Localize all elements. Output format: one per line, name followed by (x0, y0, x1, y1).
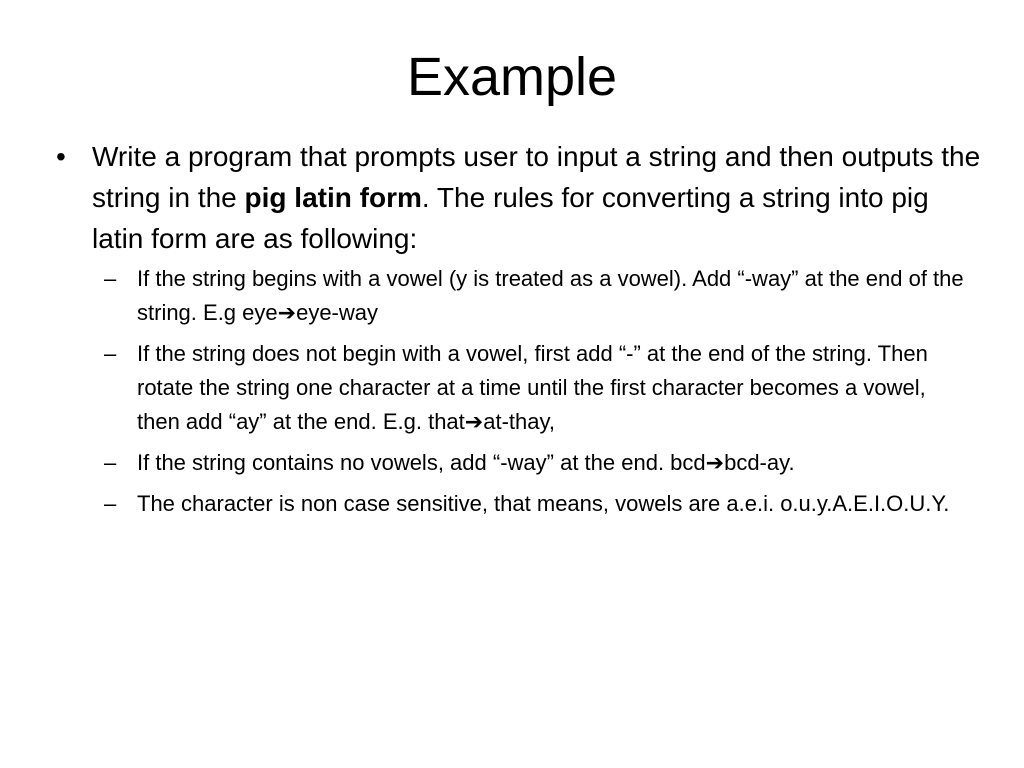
rule-text: If the string contains no vowels, add “-way” at the end. bcd (137, 450, 706, 475)
dash-marker: – (104, 266, 117, 291)
rule-text: If the string does not begin with a vowel, first add “-” at the end of the string. Then rotate the string one character at a time until the first character becomes a vowel, then add “ay” at the end. E.g. that (137, 341, 928, 434)
main-bullet-text-after: . The rules for converting a string into pig latin form are as following: (92, 182, 929, 254)
rule-text: The character is non case sensitive, that means, vowels are a.e.i. o.u.y.A.E.I.O.U.Y. (137, 491, 950, 516)
main-bullet-text (56, 136, 986, 259)
dash-marker: – (104, 341, 117, 366)
slide-title: Example (406, 47, 618, 107)
rule-item-vowel-start (104, 262, 964, 330)
main-bullet (56, 136, 986, 259)
dash-marker: – (104, 450, 117, 475)
dash-marker: – (104, 491, 117, 516)
main-bullet-bold-term: pig latin form (244, 182, 422, 213)
right-arrow-icon: ➔ (277, 300, 297, 325)
rule-example-result: eye-way (296, 300, 378, 325)
right-arrow-icon: ➔ (705, 450, 725, 475)
rule-item-case-insensitive (104, 487, 964, 521)
rule-item-no-vowels (104, 446, 964, 480)
right-arrow-icon: ➔ (464, 409, 484, 434)
main-bullet-text-before: Write a program that prompts user to input a string and then outputs the string in the (92, 141, 981, 213)
rule-example-result: bcd-ay. (724, 450, 795, 475)
bullet-marker: • (56, 141, 66, 172)
rule-example-result: at-thay, (483, 409, 555, 434)
rules-sublist (104, 262, 964, 528)
rule-text: If the string begins with a vowel (y is treated as a vowel). Add “-way” at the end of the string. E.g eye (137, 266, 964, 325)
rule-item-consonant-start (104, 337, 964, 439)
